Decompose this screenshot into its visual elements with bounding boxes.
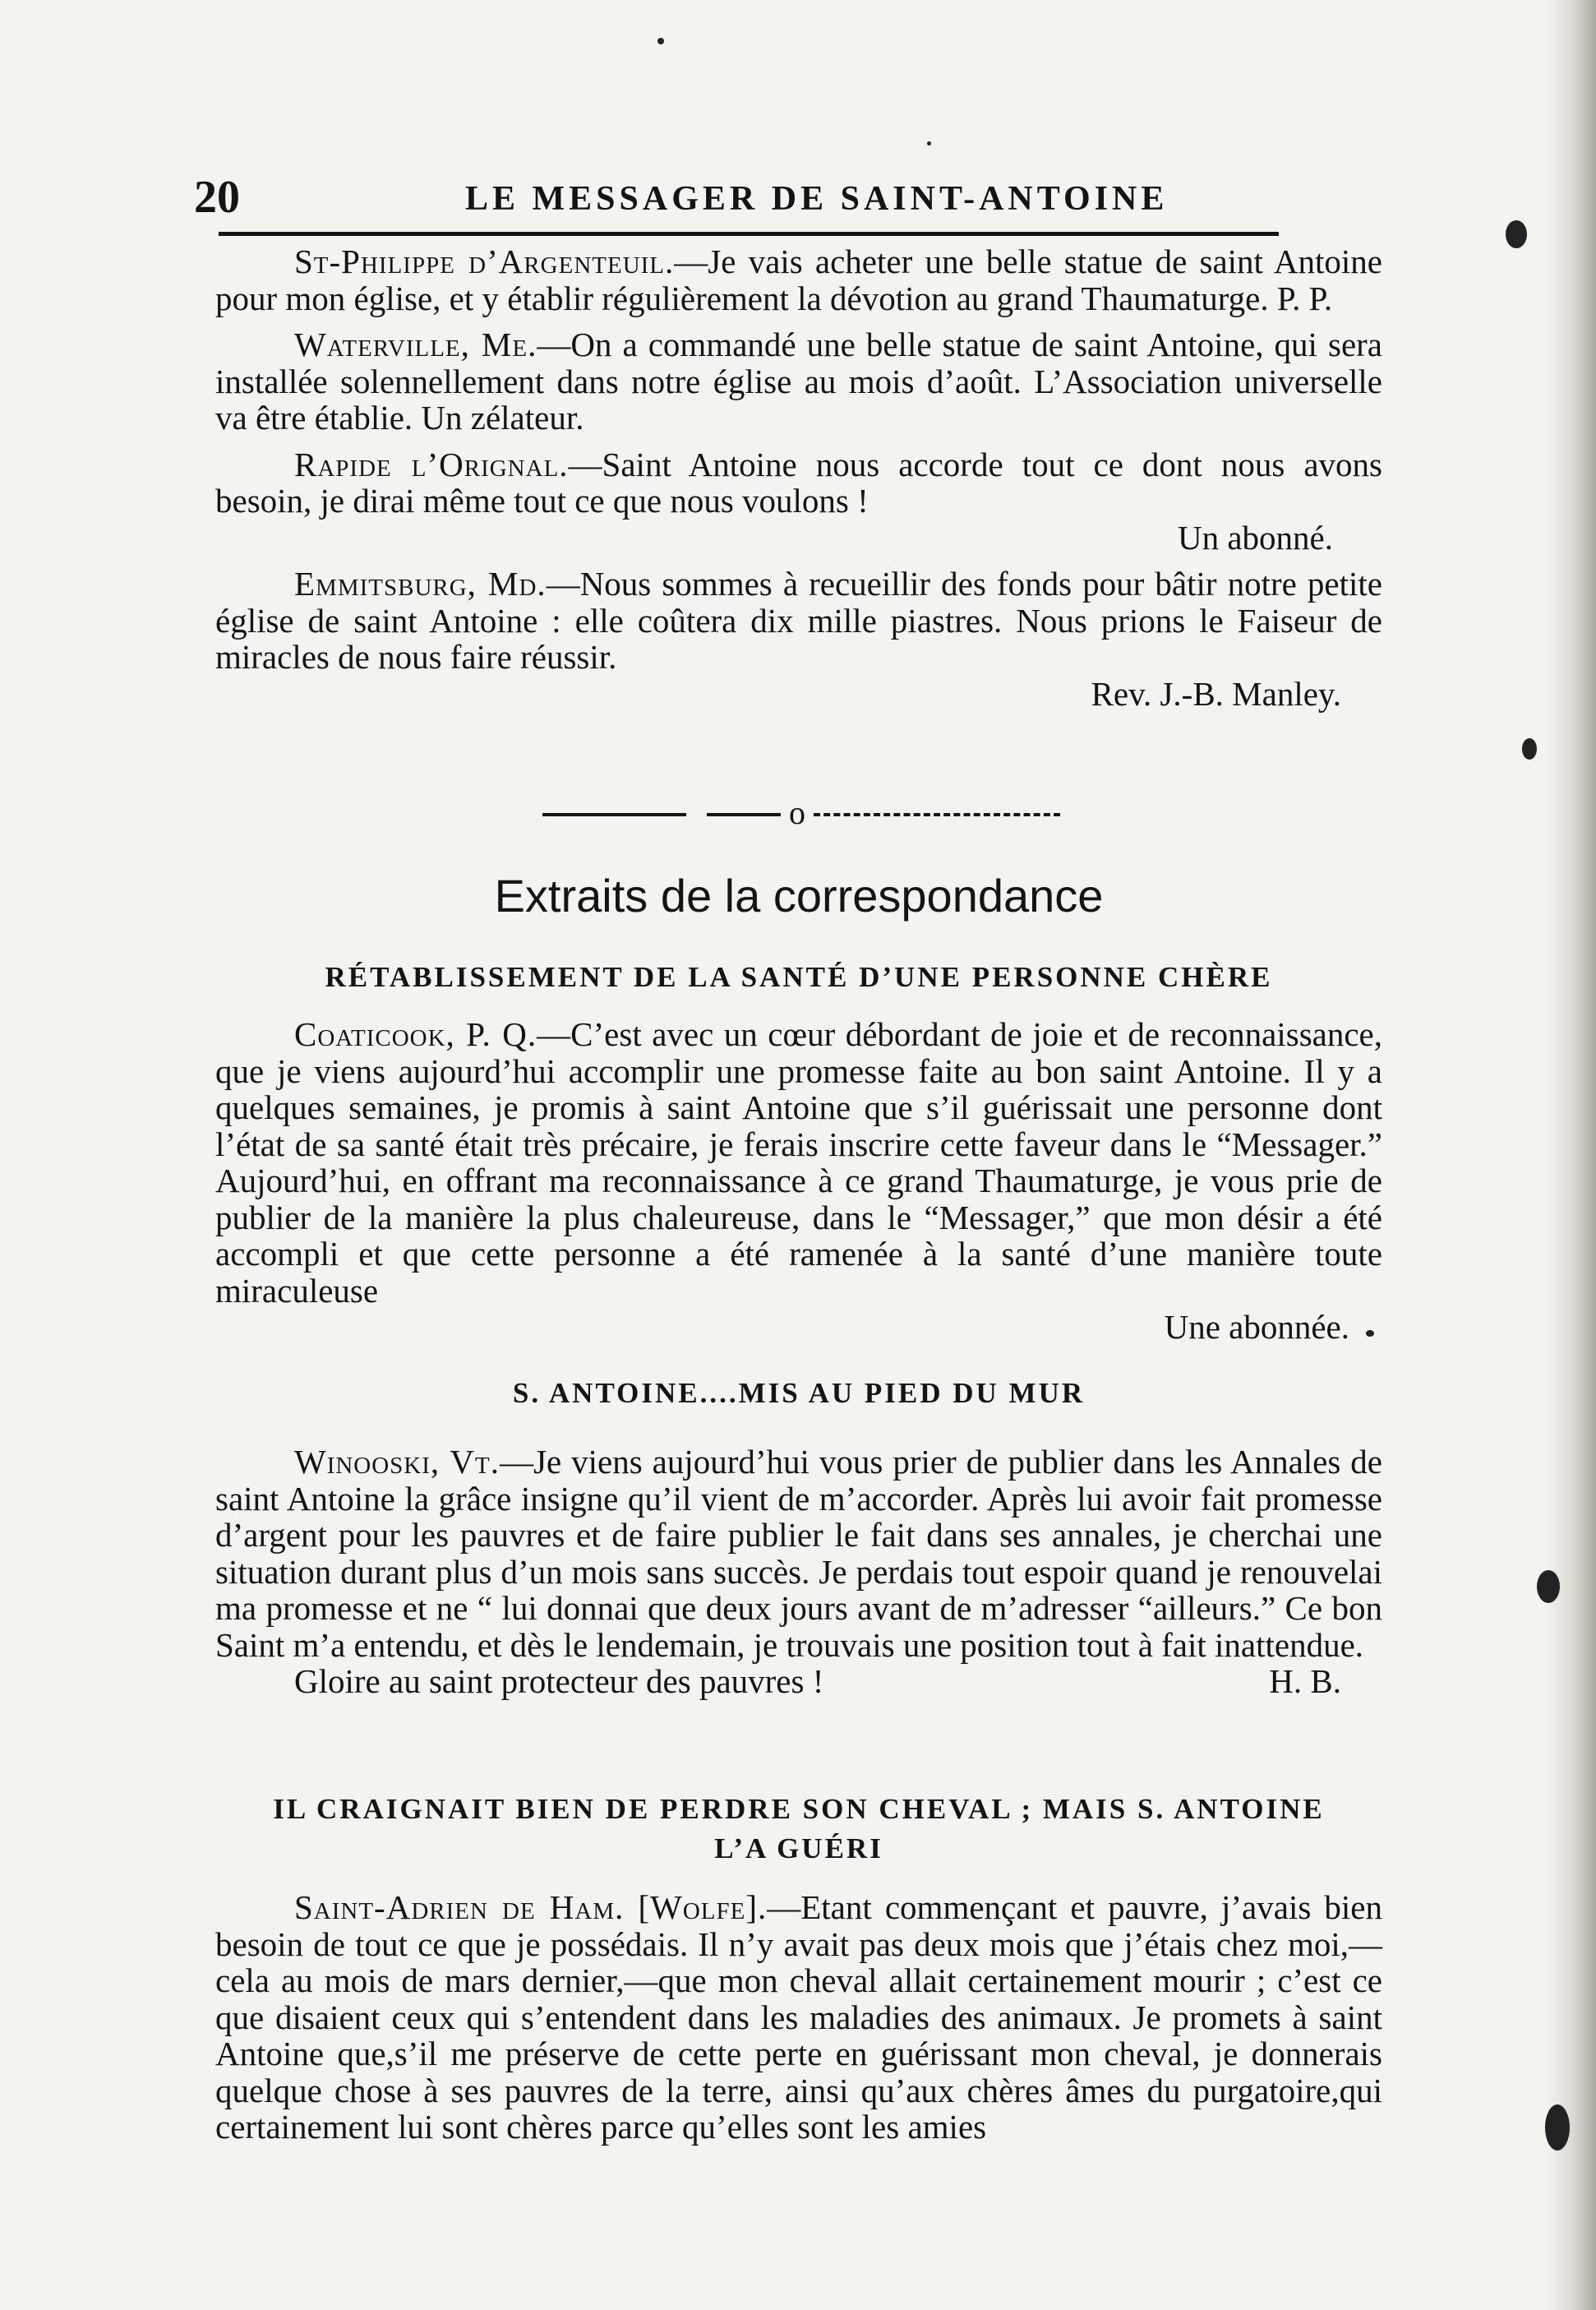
ink-speck <box>1537 1570 1560 1603</box>
ink-speck <box>1522 738 1537 760</box>
article-text: —C’est avec un cœur débordant de joie et de reconnaissance, que je viens aujourd’hui accomplir une promesse faite au bon saint Antoine. Il y a quelques semaines, je promis à saint Antoine que s’il guérissait une personne dont l’état de sa santé était très précaire, je ferais inscrire cette faveur dans le “Messager.” Aujourd’hui, en offrant ma reconnaissance à ce grand Thaumaturge, je vous prie de publier de la manière la plus chaleureuse, dans le “Messager,” que mon désir a été accompli et que cette personne a été ramenée à la santé d’une manière toute miraculeuse <box>215 1015 1382 1310</box>
article-text: —Etant commençant et pauvre, j’avais bien besoin de tout ce que je possédais. Il n’y avait pas deux mois que j’étais chez moi,—cela au mois de mars dernier,—que mon cheval allait certainement mourir ; c’est ce que disaient ceux qui s’entendent dans les maladies des animaux. Je promets à saint Antoine que,s’il me préserve de cette perte en guérissant mon cheval, je donnerais quelque chose à ses pauvres de la terre, ainsi qu’aux chères âmes du purgatoire,qui certainement lui sont chères parce qu’elles sont les amies <box>215 1888 1382 2146</box>
article-paragraph <box>215 1889 1382 2146</box>
article-heading: IL CRAIGNAIT BIEN DE PERDRE SON CHEVAL ; MAIS S. ANTOINE <box>273 1793 1325 1825</box>
article-heading: S. ANTOINE....MIS AU PIED DU MUR <box>512 1377 1086 1409</box>
article-paragraph <box>215 1016 1382 1309</box>
article-place: Winooski, Vt. <box>294 1443 500 1481</box>
article <box>215 1016 1382 1346</box>
article-closing: Gloire au saint protecteur des pauvres ! <box>294 1662 824 1700</box>
page-header <box>194 171 1312 223</box>
letter-paragraph <box>215 326 1382 437</box>
article-place: Coaticook, P. Q. <box>294 1015 537 1053</box>
article-heading: L’A GUÉRI <box>714 1832 883 1864</box>
letter-place: Rapide l’Orignal. <box>294 445 569 483</box>
ink-speck <box>927 141 931 146</box>
divider-rule <box>542 813 686 816</box>
article <box>215 1444 1382 1700</box>
ink-speck <box>1545 2104 1570 2151</box>
article-signature: Une abonnée. <box>1164 1308 1349 1346</box>
section-divider <box>542 793 1068 834</box>
page-number: 20 <box>194 172 240 223</box>
article <box>215 1889 1382 2146</box>
article-heading: RÉTABLISSEMENT DE LA SANTÉ D’UNE PERSONNE CHÈRE <box>325 961 1273 993</box>
letter-paragraph <box>215 566 1382 676</box>
section-title: Extraits de la correspondance <box>494 870 1104 922</box>
article-place: Saint-Adrien de Ham. [Wolfe]. <box>294 1888 768 1926</box>
article-paragraph <box>215 1444 1382 1663</box>
letter-text: —Saint Antoine nous accorde tout ce dont nous avons besoin, je dirai même tout ce que nous voulons ! <box>215 445 1382 520</box>
letter-signature: Rev. J.-B. Manley. <box>1091 674 1341 713</box>
letter-signature: Un abonné. <box>1177 518 1333 557</box>
letter-place: Emmitsburg, Md. <box>294 565 547 603</box>
article-text: —Je viens aujourd’hui vous prier de publier dans les Annales de saint Antoine la grâce insigne qu’il vient de m’accorder. Après lui avoir fait promesse d’argent pour les pauvres et de faire publier le fait dans ses annales, je cherchai une situation durant plus d’un mois sans succès. Je perdais tout espoir quand je renouvelai ma promesse et ne “ lui donnai que deux jours avant de m’adresser “ailleurs.” Ce bon Saint m’a entendu, et dès le lendemain, je trouvais une position tout à fait inattendue. <box>215 1443 1382 1664</box>
letter-paragraph <box>215 243 1382 316</box>
letter-text: —On a commandé une belle statue de saint Antoine, qui sera installée solennellement dans notre église au mois d’août. L’Association universelle va être établie. Un zélateur. <box>215 326 1382 437</box>
divider-mark: o <box>789 794 805 831</box>
page-edge-shadow <box>1547 0 1596 2310</box>
letter-paragraph <box>215 446 1382 520</box>
ink-speck <box>1506 220 1527 248</box>
letter-place: Waterville, Me. <box>294 326 537 363</box>
letters-top <box>215 243 1382 712</box>
header-rule <box>219 232 1279 236</box>
closing-line <box>215 1663 1382 1700</box>
letter-place: St-Philippe d’Argenteuil. <box>294 243 675 280</box>
letter-text: —Nous sommes à recueillir des fonds pour bâtir notre petite église de saint Antoine : elle coûtera dix mille piastres. Nous prions le Faiseur de miracles de nous faire réussir. <box>215 565 1382 676</box>
ink-speck <box>657 38 664 44</box>
letter-text: —Je vais acheter une belle statue de saint Antoine pour mon église, et y établir régulièrement la dévotion au grand Thaumaturge. P. P. <box>215 243 1382 317</box>
article-signature: H. B. <box>1269 1662 1341 1700</box>
divider-rule <box>707 813 781 816</box>
divider-rule <box>814 813 1060 816</box>
running-title: LE MESSAGER DE SAINT-ANTOINE <box>465 180 1169 218</box>
